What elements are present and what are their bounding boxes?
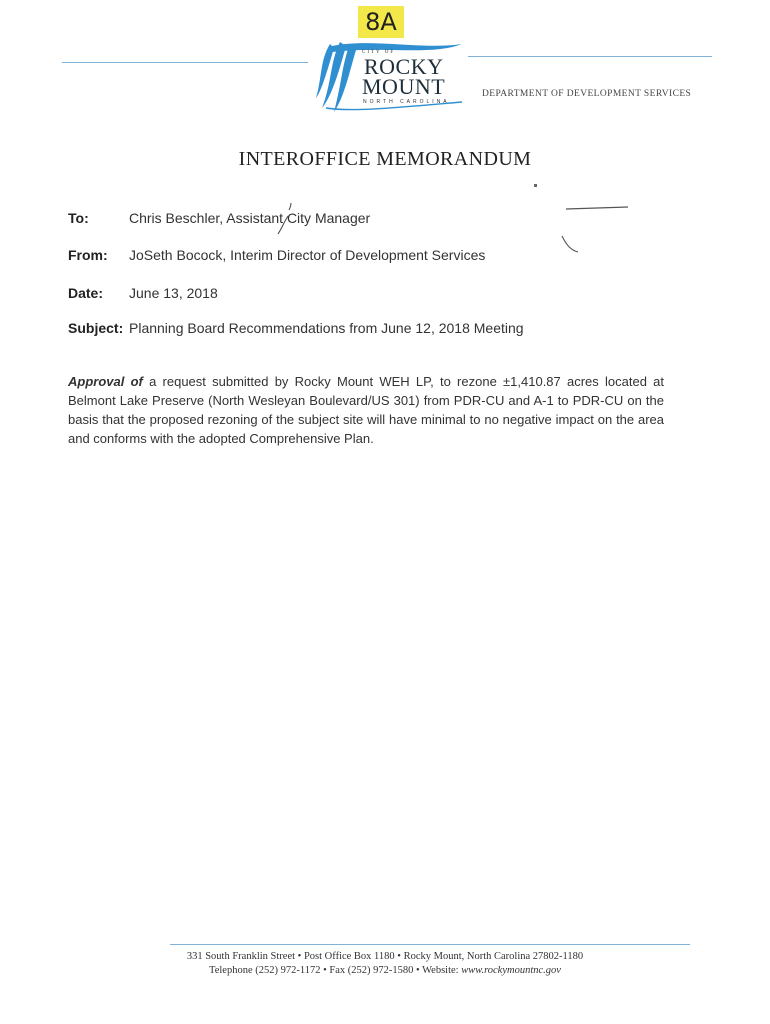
approval-lead: Approval of (68, 374, 143, 389)
footer-phone-fax: Telephone (252) 972-1172 • Fax (252) 972-1580 • Website: (209, 965, 462, 976)
memo-title: INTEROFFICE MEMORANDUM (238, 148, 532, 170)
to-value: Chris Beschler, Assistant City Manager (129, 210, 371, 226)
logo-city-of: CITY OF (362, 50, 396, 55)
logo-state: NORTH CAROLINA (363, 99, 450, 105)
date-label: Date: (68, 285, 104, 301)
footer-website: www.rockymountnc.gov (461, 965, 561, 976)
approval-text: a request submitted by Rocky Mount WEH LP, to rezone ±1,410.87 acres located at Belmont Lake Preserve (North Wesleyan Boulevard/US 301) from PDR-CU and A-1 to PDR-CU on the basis that the proposed rezoning of the subject site will have minimal to no negative impact on the area and conforms with the adopted Comprehensive Plan. (68, 374, 664, 446)
subject-value: Planning Board Recommendations from June 12, 2018 Meeting (129, 320, 524, 336)
footer-address: 331 South Franklin Street • Post Office Box 1180 • Rocky Mount, North Carolina 27802-1180 (186, 951, 584, 962)
footer-rule (170, 944, 690, 945)
memo-body (68, 372, 664, 448)
footer-contact (0, 965, 770, 976)
from-value: JoSeth Bocock, Interim Director of Development Services (129, 247, 486, 263)
to-label: To: (68, 210, 89, 226)
from-label: From: (68, 247, 108, 263)
logo-name-line2: MOUNT (362, 74, 446, 99)
logo-name-line1: ROCKY (364, 54, 444, 79)
date-value: June 13, 2018 (129, 285, 218, 301)
department-name: DEPARTMENT OF DEVELOPMENT SERVICES (482, 89, 692, 99)
agenda-tag: 8A (358, 6, 404, 38)
subject-label: Subject: (68, 320, 124, 336)
